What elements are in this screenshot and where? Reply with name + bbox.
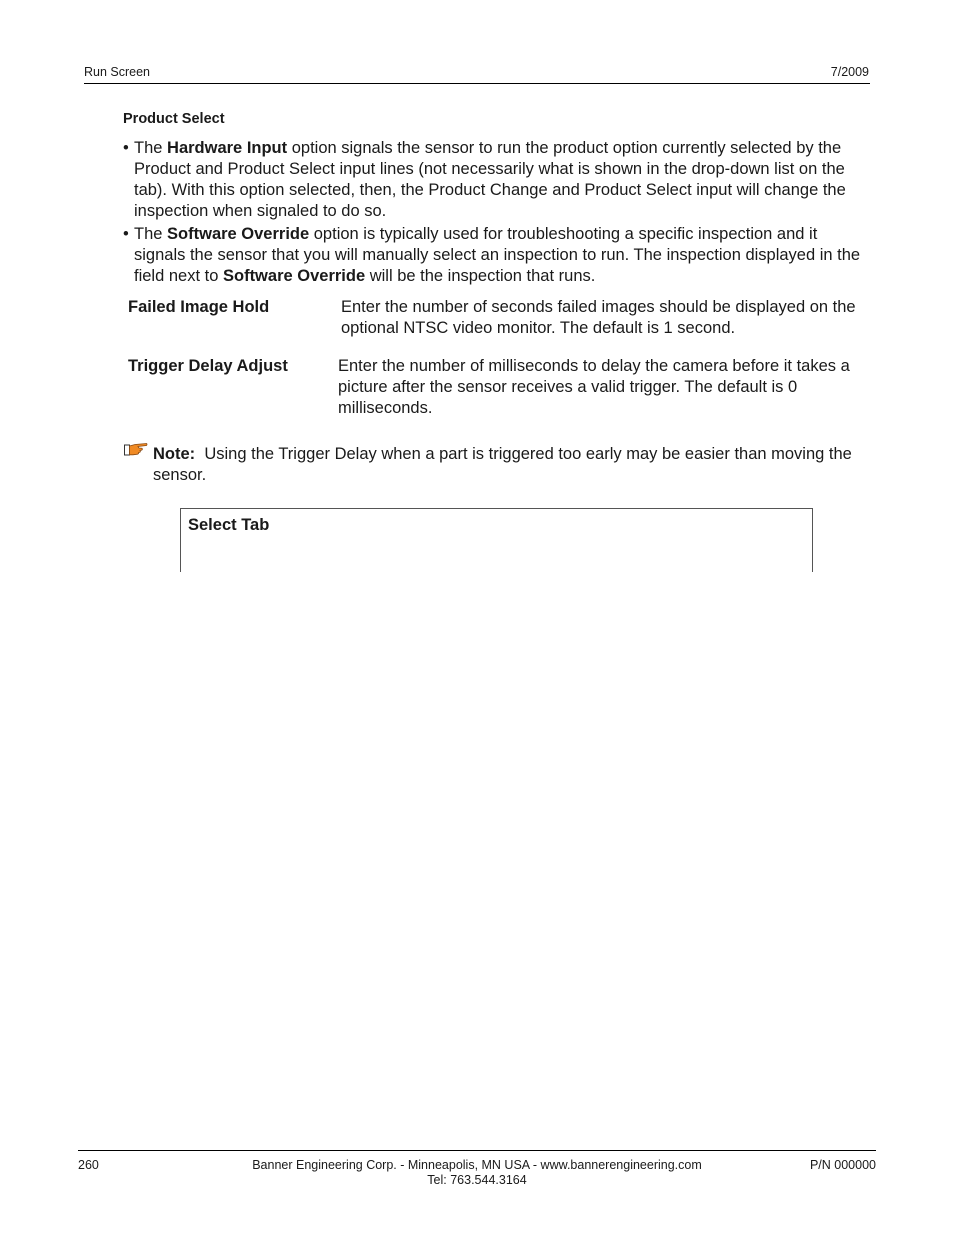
definition-description-trigger-delay-adjust: Enter the number of milliseconds to delay the camera before it takes a picture after the sensor receives a valid trigger. The default is 0 milliseconds. [338, 357, 850, 417]
product-select-bullet-list [123, 138, 873, 289]
note-text: Using the Trigger Delay when a part is triggered too early may be easier than moving the sensor. [153, 445, 852, 484]
header-date: 7/2009 [830, 65, 869, 79]
bullet-hardware-input [123, 138, 873, 222]
note-paragraph [153, 444, 873, 486]
bullet-term: Hardware Input [167, 139, 288, 157]
bullet-dot: • [123, 139, 129, 157]
definition-term-failed-image-hold: Failed Image Hold [128, 298, 270, 316]
header-divider [84, 83, 870, 84]
footer-phone: Tel: 763.544.3164 [427, 1173, 527, 1187]
note-label: Note: [153, 445, 196, 463]
footer-page-number: 260 [78, 1158, 99, 1172]
bullet-term: Software Override [167, 225, 310, 243]
bullet-prefix: The [134, 139, 168, 157]
footer-divider [78, 1150, 876, 1151]
bullet-term: Software Override [222, 267, 366, 285]
pointing-hand-icon [124, 441, 148, 457]
section-heading-product-select: Product Select [123, 111, 225, 127]
bullet-dot: • [123, 225, 129, 243]
bullet-software-override [123, 224, 873, 287]
header-section-title: Run Screen [84, 65, 151, 79]
footer-company: Banner Engineering Corp. - Minneapolis, MN USA - www.bannerengineering.com [252, 1158, 702, 1172]
bullet-prefix: The [134, 225, 168, 243]
select-tab-title: Select Tab [188, 516, 270, 534]
select-tab-box [180, 508, 813, 572]
footer-part-number: P/N 000000 [809, 1158, 876, 1172]
definition-description-failed-image-hold: Enter the number of seconds failed images should be displayed on the optional NTSC video monitor. The default is 1 second. [341, 298, 856, 337]
bullet-text: option signals the sensor to run the product option currently selected by the Product and Product Select input lines (not necessarily what is shown in the drop-down list on the tab). With this option selected, then, the Product Change and Product Select input will change the inspection when signaled to do so. [134, 139, 846, 220]
definition-term-trigger-delay-adjust: Trigger Delay Adjust [128, 357, 288, 375]
bullet-text: option is typically used for troubleshooting a specific inspection and it signals the sensor that you will manually select an inspection to run. The inspection displayed in the field next to [134, 225, 861, 285]
bullet-text: will be the inspection that runs. [365, 267, 596, 285]
